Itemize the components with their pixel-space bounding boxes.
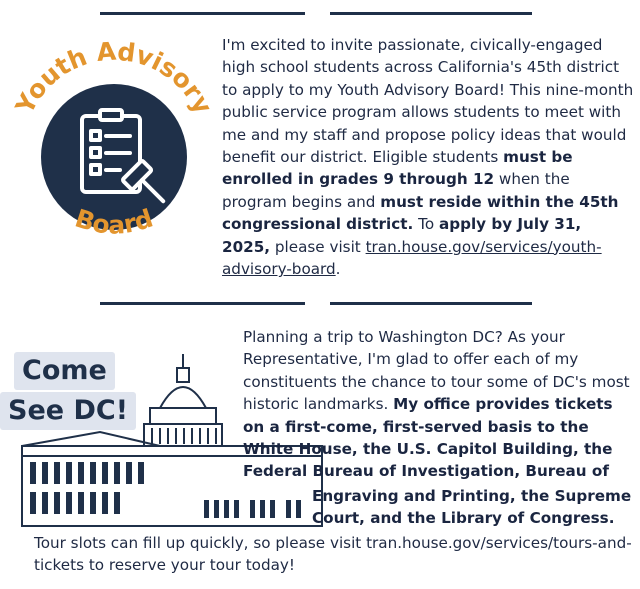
divider-mid-left [100, 302, 305, 305]
youth-advisory-board-logo [2, 30, 227, 255]
youth-board-paragraph: I'm excited to invite passionate, civically-engaged high school students across California's 45th district to apply to my Youth Advisory Board! This nine-month public service program allows students to meet with me and my staff and propose policy ideas that would benefit our district. Eligible students must be enrolled in grades 9 through 12 when the program begins and must reside within the 45th congressional district. To apply by July 31, 2025, please visit tran.house.gov/services/youth-advisory-board. [222, 36, 634, 279]
divider-top-right [330, 12, 532, 15]
logo-circle [41, 84, 187, 230]
youth-board-link[interactable]: tran.house.gov/services/youth-advisory-board [222, 237, 602, 279]
logo-top-text: Youth Advisory [10, 36, 218, 119]
logo-bottom-text: Board [71, 203, 157, 240]
come-badge-line2: See DC! [0, 392, 136, 430]
grade-requirement: must be enrolled in grades 9 through 12 [222, 148, 573, 189]
come-badge-line1: Come [14, 352, 115, 390]
divider-mid-right [330, 302, 532, 305]
dc-tour-paragraph-continued: Engraving and Printing, the Supreme Court, and the Library of Congress. [312, 487, 632, 528]
deadline-text: apply by July 31, 2025, [222, 215, 582, 256]
dc-tour-paragraph: Planning a trip to Washington DC? As your Representative, I'm glad to offer each of my constituents the chance to tour some of DC's most historic landmarks. My office provides tickets on a first-come, first-served basis to the White House, the U.S. Capitol Building, the Federal Bureau of Investigation, Bureau of [243, 328, 630, 481]
tour-offer-text: My office provides tickets on a first-come, first-served basis to the White House, the U.S. Capitol Building, the Federal Bureau of Investigation, Bureau of [243, 395, 613, 481]
tour-slots-text: Tour slots can fill up quickly, so please visit tran.house.gov/services/tours-and-tickets to reserve your tour today! [34, 534, 632, 575]
divider-top-left [100, 12, 305, 15]
residence-requirement: must reside within the 45th congressional district. [222, 192, 619, 234]
